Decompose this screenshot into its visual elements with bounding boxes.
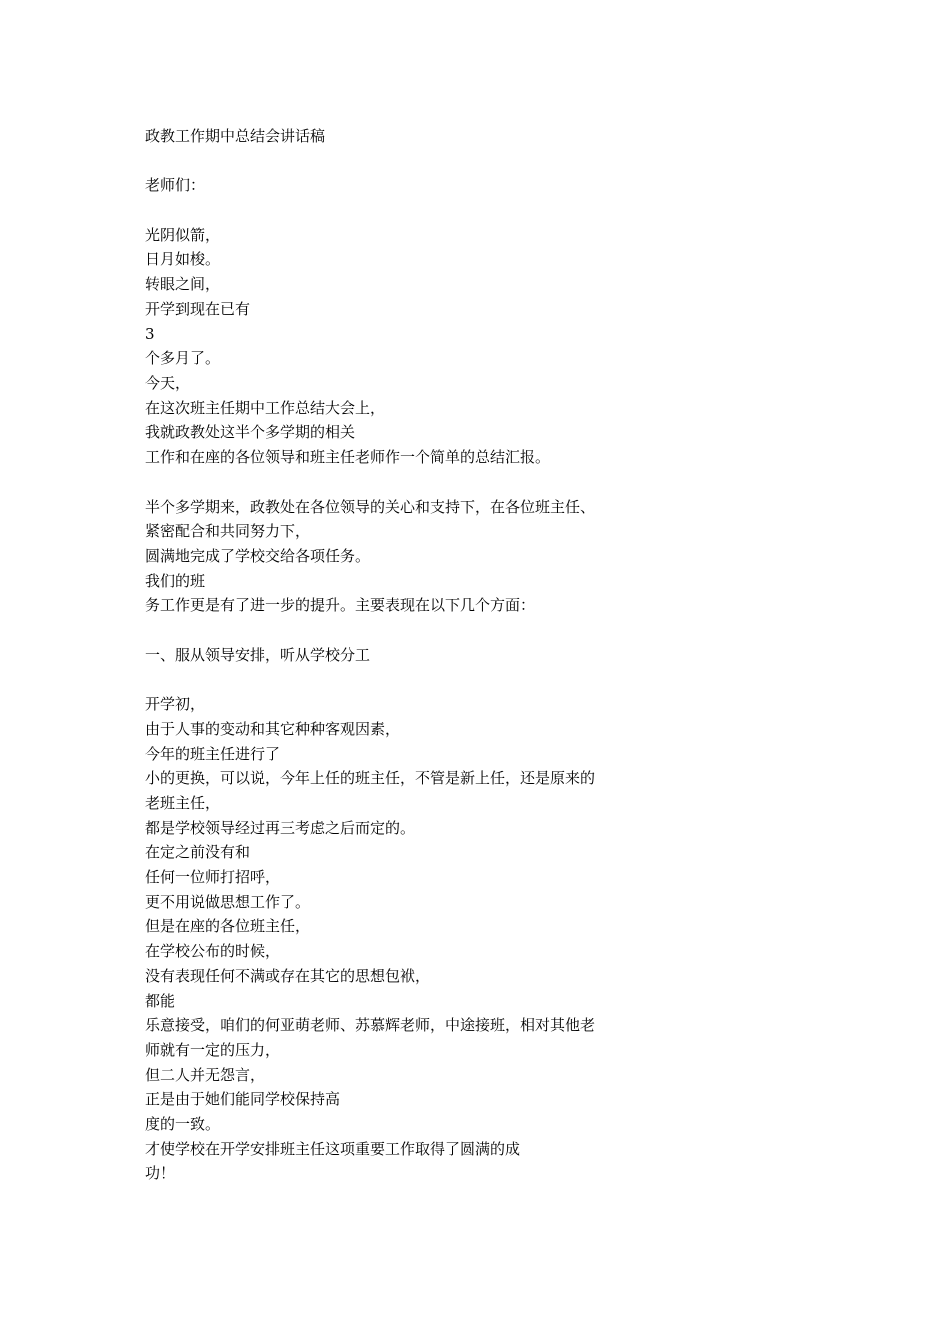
document-page <box>145 124 705 1186</box>
text-line: 紧密配合和共同努力下， <box>145 522 311 541</box>
text-line: 务工作更是有了进一步的提升。主要表现在以下几个方面： <box>145 596 536 615</box>
text-line: 今天， <box>145 374 191 392</box>
blank-line <box>145 618 705 643</box>
text-line: 任何一位师打招呼， <box>145 868 281 887</box>
section-heading: 一、服从领导安排，听从学校分工 <box>145 645 371 664</box>
text-line: 我们的班 <box>145 571 206 590</box>
text-line: 正是由于她们能同学校保持高 <box>145 1090 341 1109</box>
text-line: 功！ <box>145 1164 176 1183</box>
text-line: 才使学校在开学安排班主任这项重要工作取得了圆满的成 <box>145 1139 521 1158</box>
text-line: 今年的班主任进行了 <box>145 744 281 763</box>
blank-line <box>145 149 705 174</box>
text-line: 开学到现在已有 <box>145 299 251 318</box>
text-line: 个多月了。 <box>145 349 221 368</box>
text-line: 老班主任， <box>145 793 221 812</box>
text-line: 在定之前没有和 <box>145 843 251 862</box>
text-line: 开学初， <box>145 695 206 714</box>
document-title: 政教工作期中总结会讲话稿 <box>145 127 326 145</box>
text-line: 3 <box>145 324 155 343</box>
text-line: 转眼之间， <box>145 275 221 294</box>
text-line: 乐意接受，咱们的何亚萌老师、苏慕辉老师，中途接班，相对其他老 <box>145 1016 596 1035</box>
paragraph-section1 <box>145 692 705 1186</box>
text-line: 度的一致。 <box>145 1115 221 1134</box>
text-line: 在学校公布的时候， <box>145 942 281 961</box>
paragraph-overview <box>145 495 705 619</box>
text-line: 更不用说做思想工作了。 <box>145 892 311 911</box>
text-line: 但是在座的各位班主任， <box>145 917 311 936</box>
text-line: 都能 <box>145 991 176 1010</box>
text-line: 日月如梭。 <box>145 250 221 269</box>
blank-line <box>145 470 705 495</box>
blank-line <box>145 667 705 692</box>
text-line: 没有表现任何不满或存在其它的思想包袱， <box>145 966 431 985</box>
blank-line <box>145 198 705 223</box>
text-line: 圆满地完成了学校交给各项任务。 <box>145 546 371 565</box>
text-line: 半个多学期来，政教处在各位领导的关心和支持下，在各位班主任、 <box>145 497 596 516</box>
text-line: 但二人并无怨言， <box>145 1065 266 1084</box>
paragraph-intro <box>145 223 705 470</box>
text-line: 工作和在座的各位领导和班主任老师作一个简单的总结汇报。 <box>145 448 551 467</box>
text-line: 在这次班主任期中工作总结大会上， <box>145 398 386 417</box>
text-line: 师就有一定的压力， <box>145 1040 281 1059</box>
text-line: 都是学校领导经过再三考虑之后而定的。 <box>145 818 416 837</box>
text-line: 小的更换，可以说，今年上任的班主任，不管是新上任，还是原来的 <box>145 769 596 788</box>
text-line: 我就政教处这半个多学期的相关 <box>145 423 356 442</box>
text-line: 由于人事的变动和其它种种客观因素， <box>145 719 401 738</box>
salutation: 老师们： <box>145 176 206 195</box>
text-line: 光阴似箭， <box>145 225 221 244</box>
